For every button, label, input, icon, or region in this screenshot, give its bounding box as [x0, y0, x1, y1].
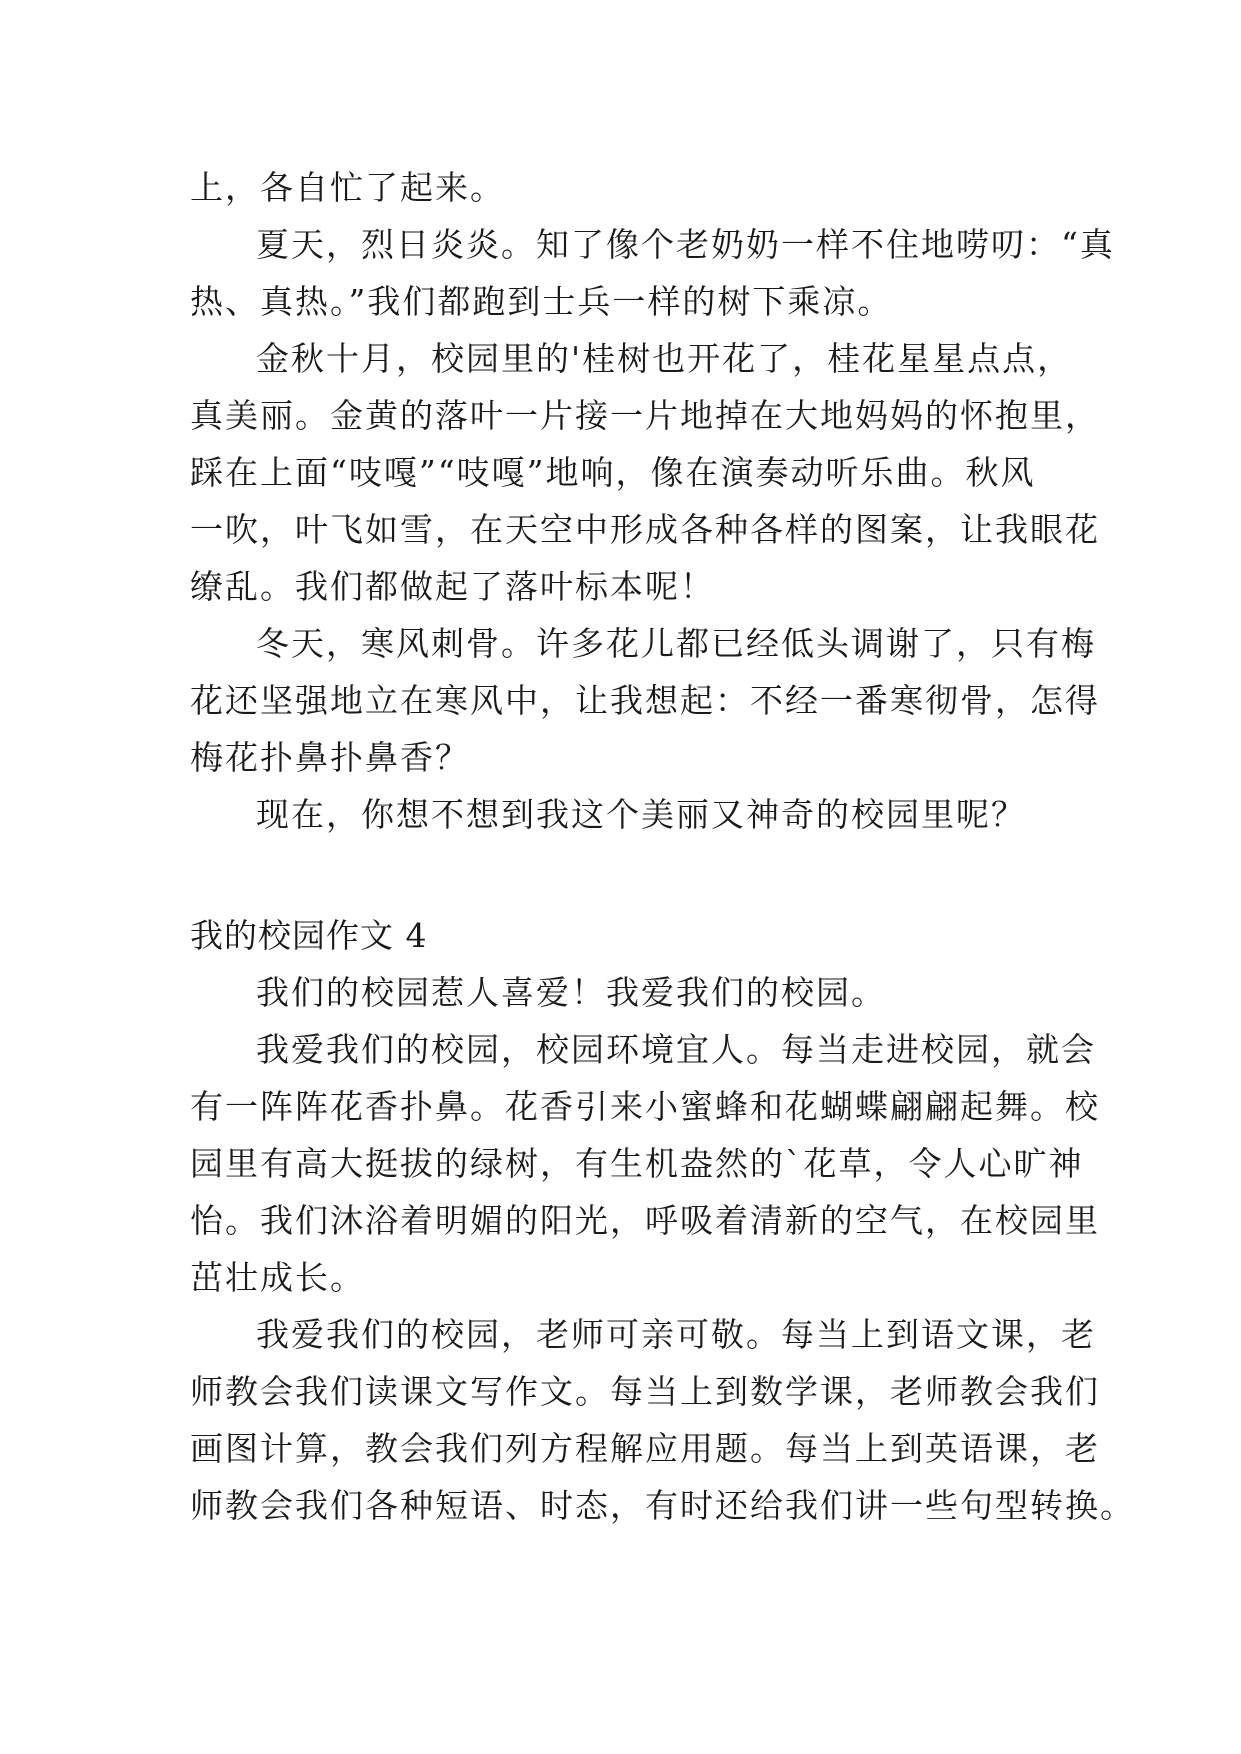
text-line: 缭乱。我们都做起了落叶标本呢！: [190, 567, 715, 606]
text-line: 怡。我们沐浴着明媚的阳光，呼吸着清新的空气，在校园里: [190, 1201, 1100, 1240]
paragraph-start-line: 我爱我们的校园，老师可亲可敬。每当上到语文课，老: [256, 1315, 1096, 1354]
text-line: 踩在上面“吱嘎”“吱嘎”地响，像在演奏动听乐曲。秋风: [190, 453, 1036, 492]
text-line: 师教会我们读课文写作文。每当上到数学课，老师教会我们: [190, 1372, 1100, 1411]
paragraph-start-line: 金秋十月，校园里的'桂树也开花了，桂花星星点点，: [256, 339, 1073, 378]
text-line: 上，各自忙了起来。: [190, 168, 505, 207]
paragraph-start-line: 夏天，烈日炎炎。知了像个老奶奶一样不住地唠叨：“真: [256, 225, 1115, 264]
text-line: 梅花扑鼻扑鼻香？: [190, 738, 470, 777]
text-line: 画图计算，教会我们列方程解应用题。每当上到英语课，老: [190, 1429, 1100, 1468]
paragraph-start-line: 我们的校园惹人喜爱！我爱我们的校园。: [256, 973, 886, 1012]
paragraph-start-line: 现在，你想不想到我这个美丽又神奇的校园里呢？: [256, 795, 1026, 834]
text-line: 一吹，叶飞如雪，在天空中形成各种各样的图案，让我眼花: [190, 510, 1100, 549]
text-line: 师教会我们各种短语、时态，有时还给我们讲一些句型转换。: [190, 1486, 1135, 1525]
text-line: 有一阵阵花香扑鼻。花香引来小蜜蜂和花蝴蝶翩翩起舞。校: [190, 1087, 1100, 1126]
text-line: 园里有高大挺拔的绿树，有生机盎然的`花草，令人心旷神: [190, 1144, 1084, 1183]
text-line: 热、真热。”我们都跑到士兵一样的树下乘凉。: [190, 282, 893, 321]
text-line: 花还坚强地立在寒风中，让我想起：不经一番寒彻骨，怎得: [190, 681, 1100, 720]
essay-heading: 我的校园作文 4: [190, 916, 428, 955]
text-line: 真美丽。金黄的落叶一片接一片地掉在大地妈妈的怀抱里，: [190, 396, 1100, 435]
paragraph-start-line: 我爱我们的校园，校园环境宜人。每当走进校园，就会: [256, 1030, 1096, 1069]
paragraph-start-line: 冬天，寒风刺骨。许多花儿都已经低头调谢了，只有梅: [256, 624, 1096, 663]
text-line: 茁壮成长。: [190, 1258, 365, 1297]
